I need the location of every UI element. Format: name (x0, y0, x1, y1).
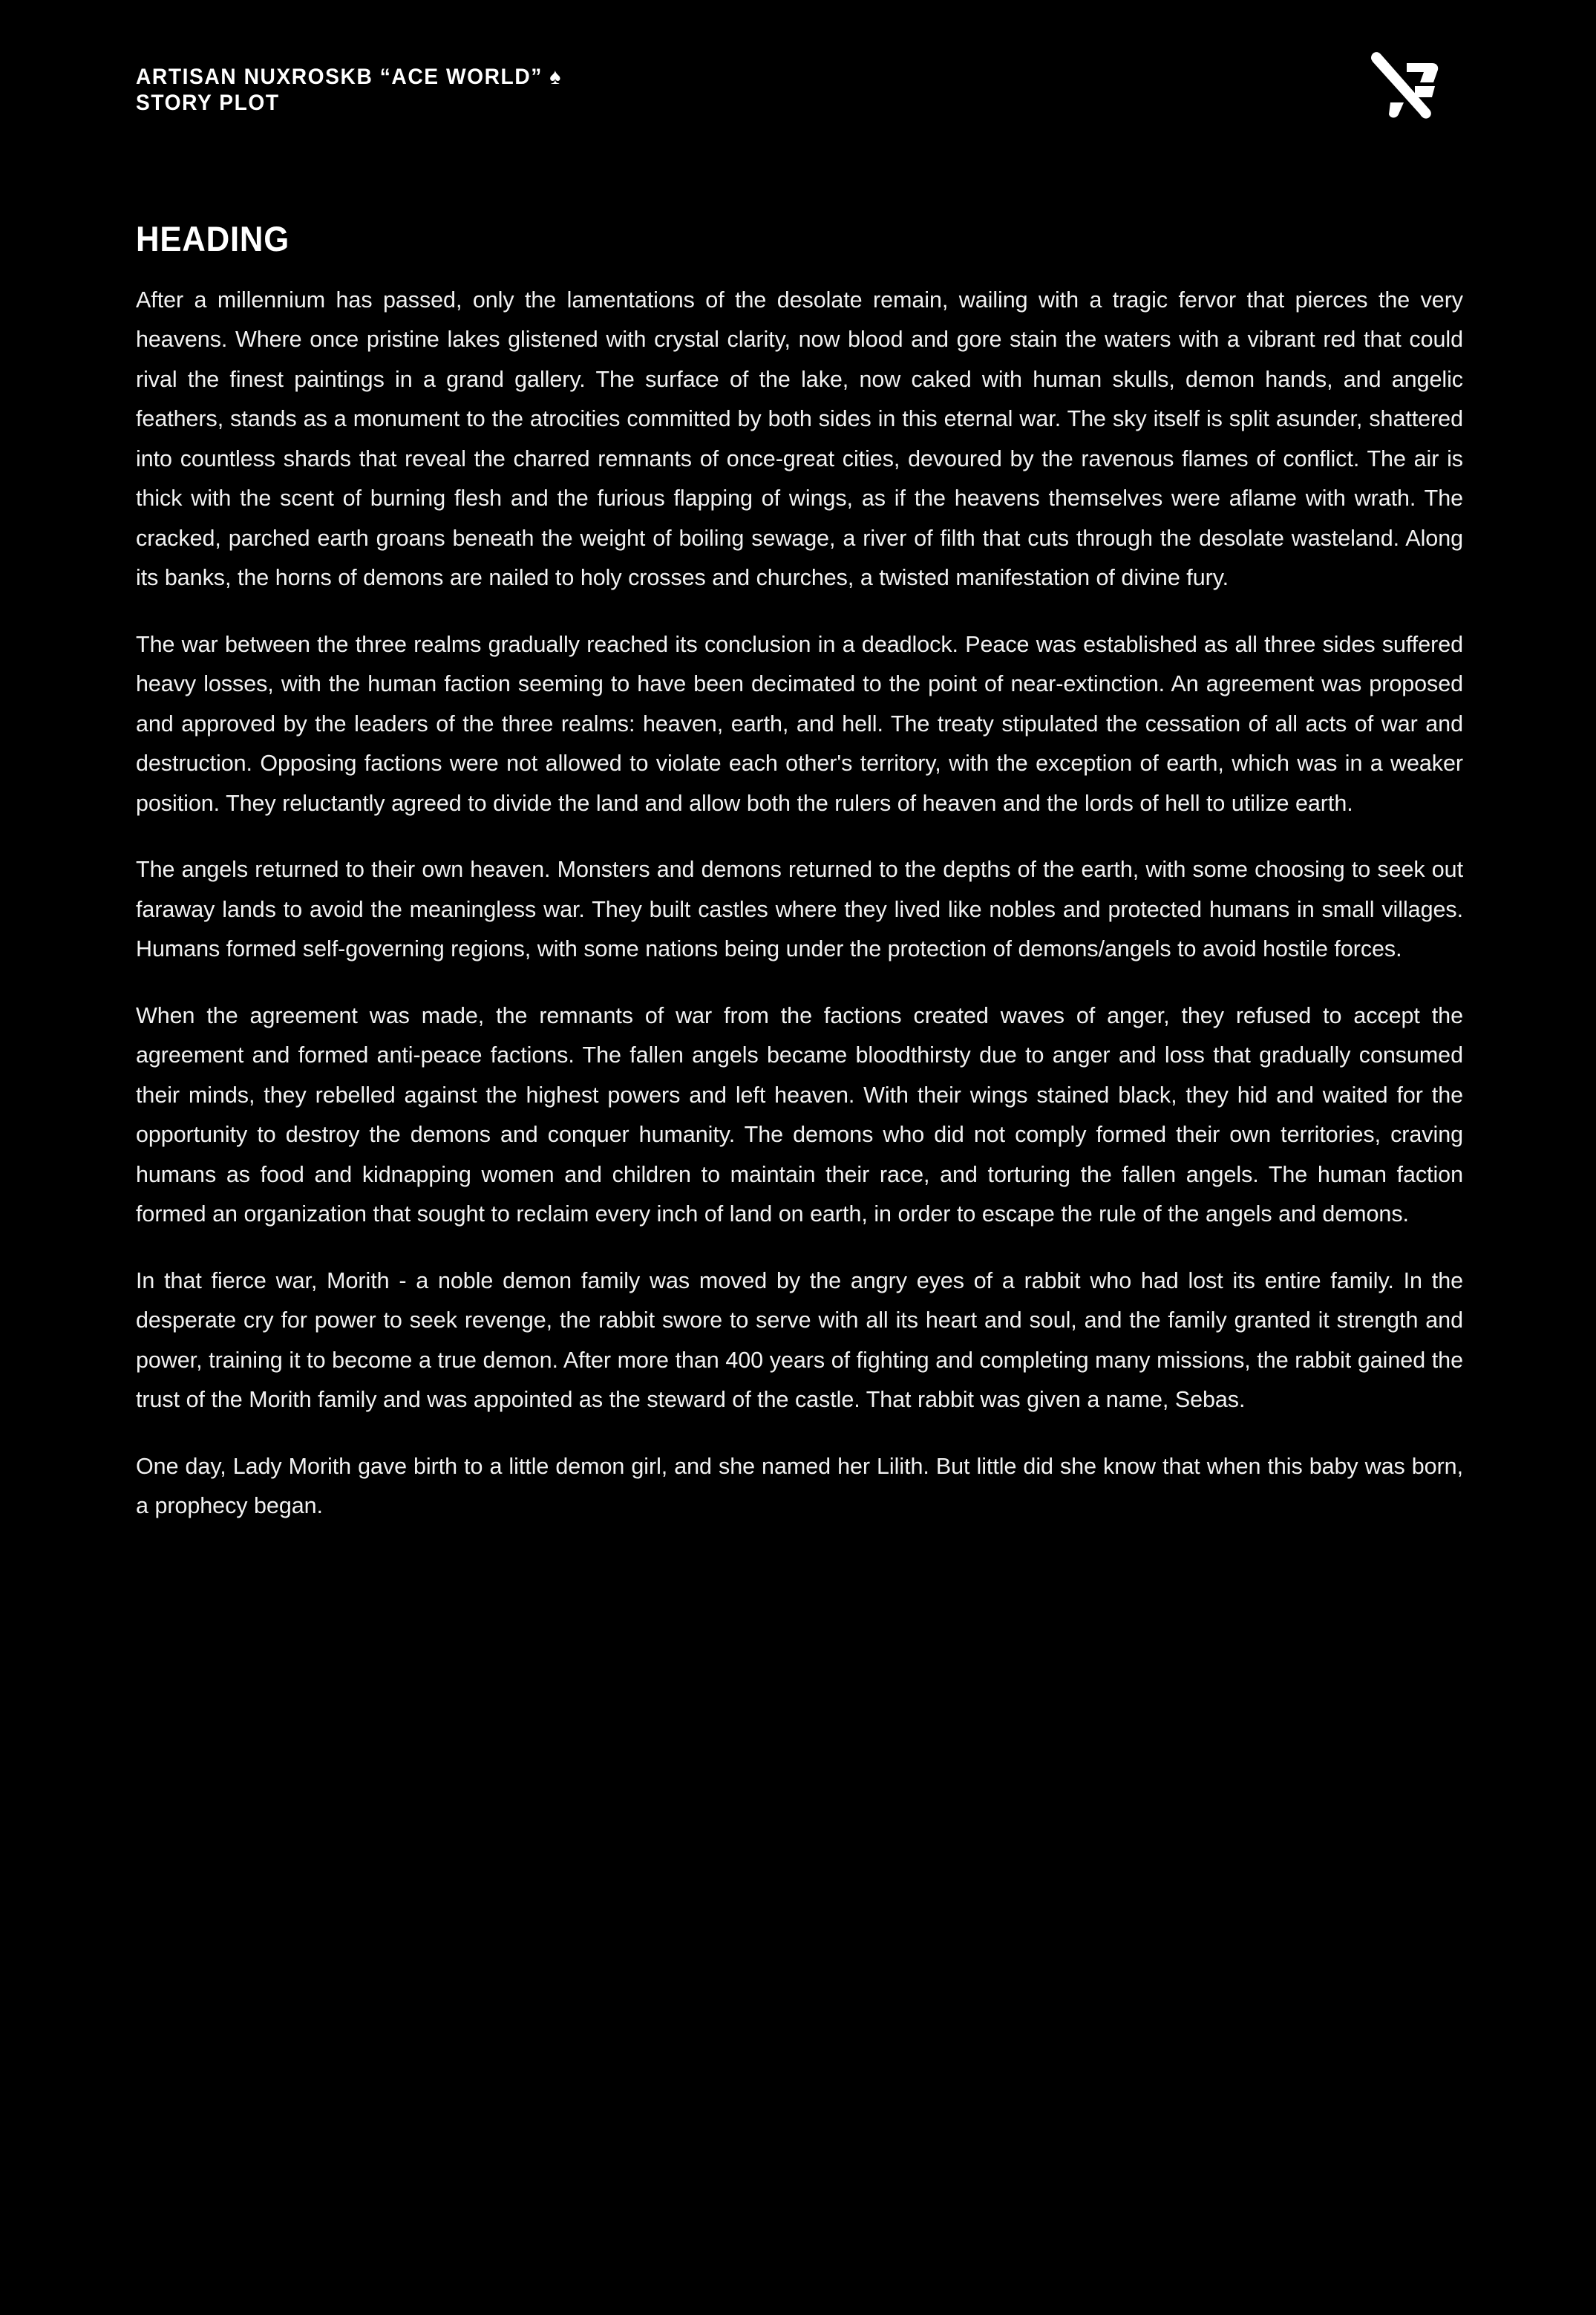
masthead-title-line-1: ARTISAN NUXROSKB “ACE WORLD” ♠ (136, 65, 562, 89)
paragraph-2: The war between the three realms gradually reached its conclusion in a deadlock. Peace was established as all three sides suffered heavy losses, with the human faction seeming to have been decimated to the point of near-extinction. An agreement was proposed and approved by the leaders of the three realms: heaven, earth, and hell. The treaty stipulated the cessation of all acts of war and destruction. Opposing factions were not allowed to violate each other's territory, with the exception of earth, which was in a weaker position. They reluctantly agreed to divide the land and allow both the rulers of heaven and the lords of hell to utilize earth. (136, 631, 1463, 816)
story-body (136, 281, 1463, 1527)
paragraph-1: After a millennium has passed, only the lamentations of the desolate remain, wailing with a tragic fervor that pierces the very heavens. Where once pristine lakes glistened with crystal clarity, now blood and gore stain the waters with a vibrant red that could rival the finest paintings in a grand gallery. The surface of the lake, now caked with human skulls, demon hands, and angelic feathers, stands as a monument to the atrocities committed by both sides in this eternal war. The sky itself is split asunder, shattered into countless shards that reveal the charred remnants of once-great cities, devoured by the ravenous flames of conflict. The air is thick with the scent of burning flesh and the furious flapping of wings, as if the heavens themselves were aflame with wrath. The cracked, parched earth groans beneath the weight of boiling sewage, a river of filth that cuts through the desolate wasteland. Along its banks, the horns of demons are nailed to holy crosses and churches, a twisted manifestation of divine fury. (136, 287, 1463, 591)
brand-logo-icon (1361, 41, 1465, 123)
masthead-title-block (136, 64, 589, 117)
masthead-title-line-2: STORY PLOT (136, 91, 280, 116)
paragraph-3: The angels returned to their own heaven. Monsters and demons returned to the depths of the earth, with some choosing to seek out faraway lands to avoid the meaningless war. They built castles where they lived like nobles and protected humans in small villages. Humans formed self-governing regions, with some nations being under the protection of demons/angels to avoid hostile forces. (136, 857, 1463, 962)
masthead (136, 64, 1485, 117)
paragraph-6: One day, Lady Morith gave birth to a little demon girl, and she named her Lilith. But little did she know that when this baby was born, a prophecy began. (136, 1453, 1463, 1519)
paragraph-5: In that fierce war, Morith - a noble demon family was moved by the angry eyes of a rabbit who had lost its entire family. In the desperate cry for power to seek revenge, the rabbit swore to serve with all its heart and soul, and the family granted it strength and power, training it to become a true demon. After more than 400 years of fighting and completing many missions, the rabbit gained the trust of the Morith family and was appointed as the steward of the castle. That rabbit was given a name, Sebas. (136, 1267, 1463, 1413)
page-title: HEADING (136, 219, 290, 258)
document-content (136, 220, 1463, 1527)
paragraph-4: When the agreement was made, the remnants of war from the factions created waves of anger, they refused to accept the agreement and formed anti-peace factions. The fallen angels became bloodthirsty due to anger and loss that gradually consumed their minds, they rebelled against the highest powers and left heaven. With their wings stained black, they hid and waited for the opportunity to destroy the demons and conquer humanity. The demons who did not comply formed their own territories, craving humans as food and kidnapping women and children to maintain their race, and torturing the fallen angels. The human faction formed an organization that sought to reclaim every inch of land on earth, in order to escape the rule of the angels and demons. (136, 1002, 1463, 1227)
